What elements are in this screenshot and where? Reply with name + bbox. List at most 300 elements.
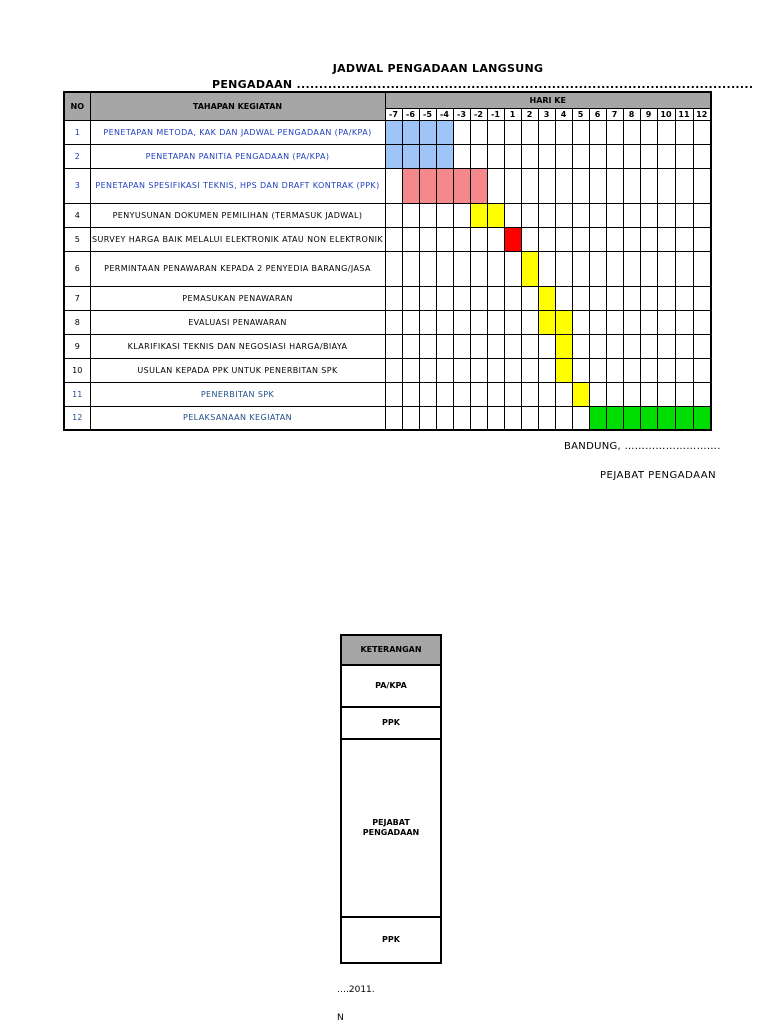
- gantt-empty-cell: [555, 120, 572, 144]
- gantt-empty-cell: [538, 358, 555, 382]
- gantt-empty-cell: [555, 168, 572, 203]
- row-activity: PENETAPAN METODA, KAK DAN JADWAL PENGADAAN (PA/KPA): [90, 120, 385, 144]
- gantt-bar-cell: [436, 168, 453, 203]
- gantt-empty-cell: [470, 382, 487, 406]
- gantt-empty-cell: [572, 406, 589, 430]
- gantt-bar-cell: [657, 406, 675, 430]
- gantt-empty-cell: [436, 310, 453, 334]
- gantt-empty-cell: [693, 227, 711, 251]
- keterangan-item-ppk: PPK: [341, 707, 441, 739]
- gantt-empty-cell: [589, 382, 606, 406]
- gantt-empty-cell: [623, 310, 640, 334]
- gantt-empty-cell: [470, 358, 487, 382]
- gantt-empty-cell: [538, 382, 555, 406]
- header-days: HARI KE: [385, 92, 711, 108]
- day-header: 6: [589, 108, 606, 120]
- gantt-empty-cell: [521, 227, 538, 251]
- gantt-empty-cell: [606, 227, 623, 251]
- gantt-empty-cell: [470, 286, 487, 310]
- gantt-empty-cell: [657, 227, 675, 251]
- gantt-empty-cell: [675, 251, 693, 286]
- gantt-empty-cell: [693, 168, 711, 203]
- gantt-bar-cell: [675, 406, 693, 430]
- gantt-empty-cell: [606, 203, 623, 227]
- row-activity: USULAN KEPADA PPK UNTUK PENERBITAN SPK: [90, 358, 385, 382]
- row-activity: PERMINTAAN PENAWARAN KEPADA 2 PENYEDIA BARANG/JASA: [90, 251, 385, 286]
- gantt-empty-cell: [555, 251, 572, 286]
- gantt-empty-cell: [453, 144, 470, 168]
- gantt-bar-cell: [555, 310, 572, 334]
- gantt-empty-cell: [657, 251, 675, 286]
- gantt-empty-cell: [385, 203, 402, 227]
- day-header: -2: [470, 108, 487, 120]
- header-activity: TAHAPAN KEGIATAN: [90, 92, 385, 120]
- gantt-empty-cell: [385, 168, 402, 203]
- gantt-bar-cell: [419, 120, 436, 144]
- gantt-empty-cell: [504, 310, 521, 334]
- gantt-bar-cell: [470, 203, 487, 227]
- schedule-row: [64, 203, 711, 227]
- gantt-empty-cell: [572, 144, 589, 168]
- gantt-empty-cell: [572, 310, 589, 334]
- gantt-empty-cell: [572, 251, 589, 286]
- gantt-empty-cell: [470, 406, 487, 430]
- gantt-empty-cell: [606, 358, 623, 382]
- gantt-empty-cell: [487, 382, 504, 406]
- gantt-empty-cell: [657, 203, 675, 227]
- row-number: 3: [64, 168, 90, 203]
- keterangan-item-ppk-2: PPK: [341, 917, 441, 963]
- gantt-empty-cell: [572, 203, 589, 227]
- gantt-empty-cell: [521, 168, 538, 203]
- schedule-row: [64, 358, 711, 382]
- gantt-empty-cell: [402, 227, 419, 251]
- gantt-empty-cell: [675, 227, 693, 251]
- gantt-empty-cell: [470, 227, 487, 251]
- row-number: 10: [64, 358, 90, 382]
- gantt-bar-cell: [555, 334, 572, 358]
- gantt-empty-cell: [453, 334, 470, 358]
- gantt-empty-cell: [487, 334, 504, 358]
- day-header: 2: [521, 108, 538, 120]
- n-text: N: [337, 1013, 344, 1023]
- gantt-empty-cell: [640, 227, 657, 251]
- gantt-empty-cell: [606, 144, 623, 168]
- gantt-empty-cell: [504, 382, 521, 406]
- gantt-empty-cell: [657, 334, 675, 358]
- schedule-row: [64, 334, 711, 358]
- gantt-empty-cell: [657, 286, 675, 310]
- row-activity: PENERBITAN SPK: [90, 382, 385, 406]
- gantt-empty-cell: [487, 144, 504, 168]
- gantt-empty-cell: [402, 310, 419, 334]
- schedule-row: [64, 120, 711, 144]
- gantt-empty-cell: [675, 286, 693, 310]
- gantt-bar-cell: [402, 144, 419, 168]
- gantt-empty-cell: [419, 334, 436, 358]
- gantt-empty-cell: [487, 406, 504, 430]
- gantt-empty-cell: [693, 120, 711, 144]
- gantt-empty-cell: [640, 203, 657, 227]
- schedule-row: [64, 286, 711, 310]
- gantt-empty-cell: [487, 227, 504, 251]
- row-activity: PENYUSUNAN DOKUMEN PEMILIHAN (TERMASUK JADWAL): [90, 203, 385, 227]
- gantt-bar-cell: [385, 144, 402, 168]
- day-header: 5: [572, 108, 589, 120]
- gantt-empty-cell: [589, 227, 606, 251]
- day-header: 1: [504, 108, 521, 120]
- keterangan-header: KETERANGAN: [341, 635, 441, 665]
- gantt-empty-cell: [623, 358, 640, 382]
- row-activity: EVALUASI PENAWARAN: [90, 310, 385, 334]
- gantt-empty-cell: [521, 382, 538, 406]
- gantt-empty-cell: [555, 286, 572, 310]
- schedule-row: [64, 251, 711, 286]
- gantt-bar-cell: [402, 168, 419, 203]
- gantt-empty-cell: [436, 203, 453, 227]
- gantt-empty-cell: [402, 251, 419, 286]
- gantt-empty-cell: [453, 251, 470, 286]
- schedule-row: [64, 382, 711, 406]
- row-activity: SURVEY HARGA BAIK MELALUI ELEKTRONIK ATAU NON ELEKTRONIK: [90, 227, 385, 251]
- gantt-empty-cell: [504, 144, 521, 168]
- gantt-empty-cell: [504, 358, 521, 382]
- gantt-empty-cell: [606, 382, 623, 406]
- gantt-bar-cell: [521, 251, 538, 286]
- gantt-empty-cell: [606, 168, 623, 203]
- row-number: 7: [64, 286, 90, 310]
- day-header: 9: [640, 108, 657, 120]
- schedule-row: [64, 310, 711, 334]
- gantt-empty-cell: [589, 251, 606, 286]
- gantt-empty-cell: [675, 120, 693, 144]
- gantt-empty-cell: [470, 251, 487, 286]
- gantt-empty-cell: [572, 358, 589, 382]
- gantt-empty-cell: [657, 310, 675, 334]
- gantt-empty-cell: [572, 286, 589, 310]
- gantt-empty-cell: [419, 382, 436, 406]
- gantt-empty-cell: [572, 227, 589, 251]
- gantt-empty-cell: [675, 168, 693, 203]
- gantt-empty-cell: [453, 203, 470, 227]
- gantt-empty-cell: [640, 251, 657, 286]
- gantt-empty-cell: [521, 144, 538, 168]
- row-number: 12: [64, 406, 90, 430]
- gantt-bar-cell: [402, 120, 419, 144]
- gantt-empty-cell: [693, 382, 711, 406]
- day-header: 7: [606, 108, 623, 120]
- gantt-empty-cell: [589, 144, 606, 168]
- gantt-empty-cell: [640, 286, 657, 310]
- gantt-empty-cell: [470, 144, 487, 168]
- year-text: ….2011.: [337, 985, 375, 995]
- day-header: 4: [555, 108, 572, 120]
- gantt-empty-cell: [606, 334, 623, 358]
- gantt-empty-cell: [504, 406, 521, 430]
- row-activity: PELAKSANAAN KEGIATAN: [90, 406, 385, 430]
- gantt-empty-cell: [555, 406, 572, 430]
- gantt-empty-cell: [623, 168, 640, 203]
- gantt-empty-cell: [538, 251, 555, 286]
- gantt-empty-cell: [555, 203, 572, 227]
- header-no: NO: [64, 92, 90, 120]
- gantt-empty-cell: [623, 120, 640, 144]
- gantt-bar-cell: [538, 310, 555, 334]
- gantt-bar-cell: [385, 120, 402, 144]
- gantt-empty-cell: [623, 334, 640, 358]
- gantt-empty-cell: [640, 168, 657, 203]
- gantt-empty-cell: [623, 144, 640, 168]
- gantt-empty-cell: [538, 120, 555, 144]
- gantt-empty-cell: [693, 310, 711, 334]
- gantt-empty-cell: [453, 120, 470, 144]
- row-number: 6: [64, 251, 90, 286]
- gantt-empty-cell: [675, 144, 693, 168]
- schedule-row: [64, 144, 711, 168]
- day-header: -4: [436, 108, 453, 120]
- page-title: JADWAL PENGADAAN LANGSUNG: [332, 62, 544, 75]
- gantt-empty-cell: [504, 286, 521, 310]
- gantt-empty-cell: [640, 310, 657, 334]
- gantt-empty-cell: [402, 286, 419, 310]
- place-date-line: BANDUNG, ……………………….: [564, 441, 721, 452]
- gantt-empty-cell: [555, 227, 572, 251]
- gantt-empty-cell: [555, 382, 572, 406]
- gantt-empty-cell: [693, 203, 711, 227]
- schedule-row: [64, 227, 711, 251]
- keterangan-item-pejabat-label: PEJABAT PENGADAAN: [362, 818, 420, 837]
- gantt-empty-cell: [693, 358, 711, 382]
- gantt-empty-cell: [538, 144, 555, 168]
- gantt-empty-cell: [504, 168, 521, 203]
- gantt-empty-cell: [487, 358, 504, 382]
- gantt-empty-cell: [504, 251, 521, 286]
- day-header: -7: [385, 108, 402, 120]
- gantt-bar-cell: [623, 406, 640, 430]
- day-header: 10: [657, 108, 675, 120]
- gantt-empty-cell: [657, 358, 675, 382]
- gantt-empty-cell: [589, 358, 606, 382]
- gantt-empty-cell: [402, 382, 419, 406]
- gantt-empty-cell: [589, 286, 606, 310]
- gantt-empty-cell: [436, 286, 453, 310]
- gantt-empty-cell: [385, 334, 402, 358]
- gantt-bar-cell: [693, 406, 711, 430]
- schedule-table: [63, 91, 712, 431]
- gantt-empty-cell: [521, 334, 538, 358]
- gantt-empty-cell: [487, 310, 504, 334]
- gantt-empty-cell: [623, 203, 640, 227]
- gantt-empty-cell: [555, 144, 572, 168]
- row-activity: PENETAPAN PANITIA PENGADAAN (PA/KPA): [90, 144, 385, 168]
- row-number: 8: [64, 310, 90, 334]
- gantt-empty-cell: [623, 251, 640, 286]
- gantt-empty-cell: [589, 120, 606, 144]
- page-subtitle: PENGADAAN ......................................................................................................: [212, 78, 754, 91]
- gantt-empty-cell: [606, 310, 623, 334]
- gantt-empty-cell: [589, 310, 606, 334]
- gantt-empty-cell: [623, 227, 640, 251]
- row-number: 2: [64, 144, 90, 168]
- row-activity: KLARIFIKASI TEKNIS DAN NEGOSIASI HARGA/BIAYA: [90, 334, 385, 358]
- gantt-empty-cell: [385, 286, 402, 310]
- day-header: -3: [453, 108, 470, 120]
- gantt-bar-cell: [487, 203, 504, 227]
- gantt-empty-cell: [606, 251, 623, 286]
- gantt-empty-cell: [402, 406, 419, 430]
- gantt-bar-cell: [436, 144, 453, 168]
- gantt-empty-cell: [572, 334, 589, 358]
- gantt-empty-cell: [521, 203, 538, 227]
- gantt-empty-cell: [453, 358, 470, 382]
- gantt-empty-cell: [453, 227, 470, 251]
- gantt-empty-cell: [589, 334, 606, 358]
- gantt-empty-cell: [675, 382, 693, 406]
- gantt-empty-cell: [640, 120, 657, 144]
- gantt-empty-cell: [572, 168, 589, 203]
- gantt-empty-cell: [453, 406, 470, 430]
- gantt-bar-cell: [419, 168, 436, 203]
- gantt-empty-cell: [538, 334, 555, 358]
- gantt-empty-cell: [693, 286, 711, 310]
- gantt-empty-cell: [521, 120, 538, 144]
- gantt-empty-cell: [487, 120, 504, 144]
- gantt-bar-cell: [640, 406, 657, 430]
- gantt-empty-cell: [402, 334, 419, 358]
- gantt-empty-cell: [675, 334, 693, 358]
- signatory-title: PEJABAT PENGADAAN: [600, 470, 716, 481]
- gantt-empty-cell: [538, 227, 555, 251]
- schedule-row: [64, 406, 711, 430]
- day-header: -1: [487, 108, 504, 120]
- gantt-empty-cell: [589, 168, 606, 203]
- row-activity: PEMASUKAN PENAWARAN: [90, 286, 385, 310]
- gantt-empty-cell: [487, 286, 504, 310]
- gantt-empty-cell: [385, 251, 402, 286]
- gantt-empty-cell: [538, 203, 555, 227]
- schedule-row: [64, 168, 711, 203]
- gantt-empty-cell: [623, 286, 640, 310]
- gantt-empty-cell: [419, 227, 436, 251]
- gantt-bar-cell: [504, 227, 521, 251]
- gantt-empty-cell: [693, 334, 711, 358]
- gantt-empty-cell: [453, 310, 470, 334]
- gantt-empty-cell: [385, 382, 402, 406]
- gantt-empty-cell: [419, 406, 436, 430]
- day-header: 11: [675, 108, 693, 120]
- gantt-empty-cell: [470, 334, 487, 358]
- gantt-empty-cell: [572, 120, 589, 144]
- gantt-empty-cell: [470, 310, 487, 334]
- gantt-bar-cell: [419, 144, 436, 168]
- gantt-empty-cell: [675, 358, 693, 382]
- gantt-empty-cell: [521, 310, 538, 334]
- row-activity: PENETAPAN SPESIFIKASI TEKNIS, HPS DAN DRAFT KONTRAK (PPK): [90, 168, 385, 203]
- gantt-bar-cell: [606, 406, 623, 430]
- gantt-empty-cell: [606, 120, 623, 144]
- gantt-empty-cell: [419, 310, 436, 334]
- gantt-empty-cell: [436, 251, 453, 286]
- gantt-bar-cell: [538, 286, 555, 310]
- gantt-empty-cell: [453, 286, 470, 310]
- gantt-empty-cell: [657, 120, 675, 144]
- gantt-empty-cell: [402, 358, 419, 382]
- gantt-empty-cell: [521, 358, 538, 382]
- row-number: 4: [64, 203, 90, 227]
- gantt-empty-cell: [504, 334, 521, 358]
- gantt-empty-cell: [385, 310, 402, 334]
- gantt-empty-cell: [385, 358, 402, 382]
- keterangan-table: [340, 634, 442, 964]
- gantt-empty-cell: [436, 406, 453, 430]
- gantt-bar-cell: [589, 406, 606, 430]
- keterangan-item-pakpa: PA/KPA: [341, 665, 441, 707]
- day-header: 8: [623, 108, 640, 120]
- gantt-empty-cell: [640, 144, 657, 168]
- gantt-empty-cell: [675, 203, 693, 227]
- gantt-empty-cell: [385, 406, 402, 430]
- gantt-empty-cell: [419, 358, 436, 382]
- day-header: 12: [693, 108, 711, 120]
- gantt-bar-cell: [436, 120, 453, 144]
- gantt-empty-cell: [693, 251, 711, 286]
- gantt-empty-cell: [657, 168, 675, 203]
- gantt-empty-cell: [385, 227, 402, 251]
- gantt-empty-cell: [453, 382, 470, 406]
- gantt-empty-cell: [419, 203, 436, 227]
- gantt-empty-cell: [504, 203, 521, 227]
- gantt-empty-cell: [436, 334, 453, 358]
- gantt-empty-cell: [657, 382, 675, 406]
- gantt-empty-cell: [675, 310, 693, 334]
- gantt-bar-cell: [555, 358, 572, 382]
- gantt-empty-cell: [538, 168, 555, 203]
- gantt-empty-cell: [487, 168, 504, 203]
- gantt-bar-cell: [470, 168, 487, 203]
- gantt-empty-cell: [504, 120, 521, 144]
- gantt-empty-cell: [419, 286, 436, 310]
- gantt-empty-cell: [640, 382, 657, 406]
- row-number: 11: [64, 382, 90, 406]
- gantt-empty-cell: [521, 406, 538, 430]
- gantt-empty-cell: [606, 286, 623, 310]
- row-number: 5: [64, 227, 90, 251]
- gantt-bar-cell: [453, 168, 470, 203]
- row-number: 9: [64, 334, 90, 358]
- gantt-empty-cell: [640, 358, 657, 382]
- gantt-empty-cell: [419, 251, 436, 286]
- day-header: -6: [402, 108, 419, 120]
- gantt-empty-cell: [521, 286, 538, 310]
- gantt-empty-cell: [487, 251, 504, 286]
- gantt-empty-cell: [538, 406, 555, 430]
- gantt-empty-cell: [589, 203, 606, 227]
- day-header: 3: [538, 108, 555, 120]
- gantt-empty-cell: [436, 358, 453, 382]
- gantt-empty-cell: [436, 382, 453, 406]
- row-number: 1: [64, 120, 90, 144]
- gantt-empty-cell: [623, 382, 640, 406]
- gantt-empty-cell: [640, 334, 657, 358]
- gantt-empty-cell: [402, 203, 419, 227]
- gantt-bar-cell: [572, 382, 589, 406]
- gantt-empty-cell: [436, 227, 453, 251]
- gantt-empty-cell: [693, 144, 711, 168]
- keterangan-item-pejabat: [341, 739, 441, 917]
- gantt-empty-cell: [657, 144, 675, 168]
- day-header: -5: [419, 108, 436, 120]
- gantt-empty-cell: [470, 120, 487, 144]
